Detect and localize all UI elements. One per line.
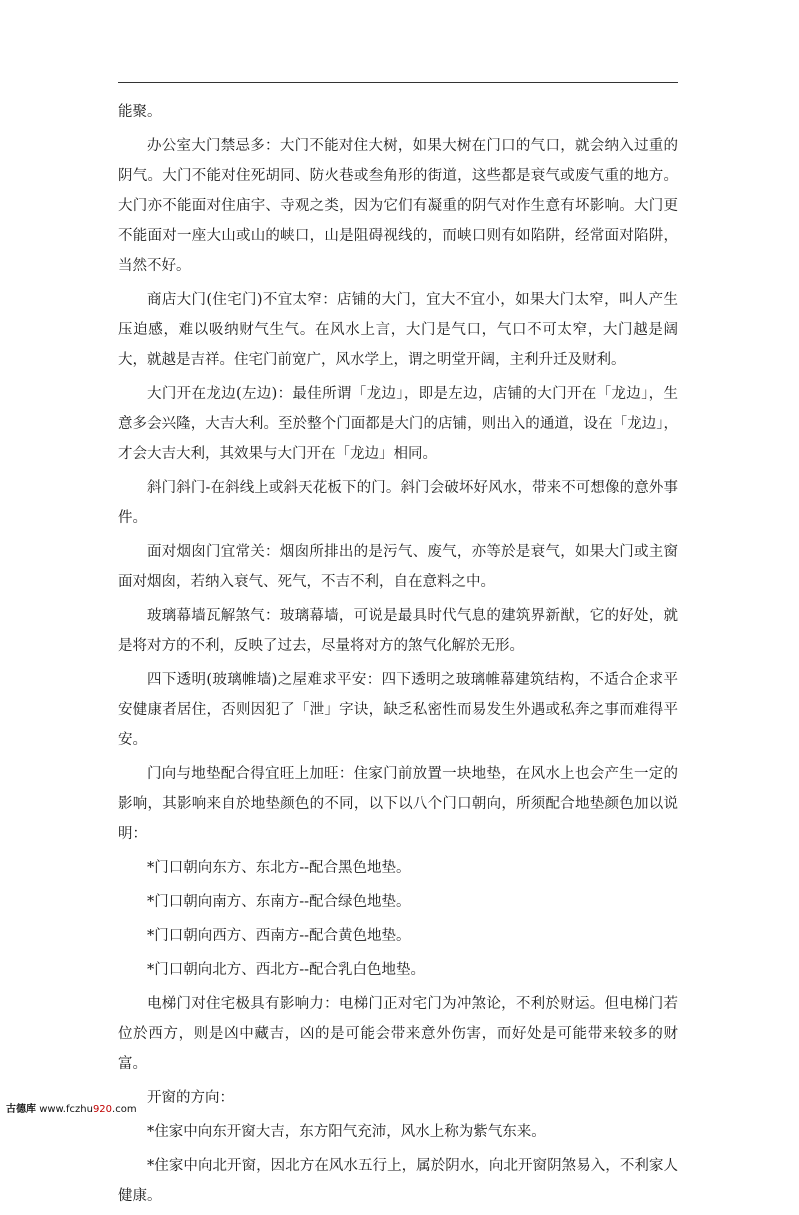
- paragraph: 电梯门对住宅极具有影响力：电梯门正对宅门为冲煞论，不利於财运。但电梯门若位於西方，则是凶中藏吉，凶的是可能会带来意外伤害，而好处是可能带来较多的财富。: [118, 996, 678, 1072]
- list-item: *门口朝向南方、东南方--配合绿色地垫。: [147, 894, 411, 910]
- footer-brand: 古德库: [6, 1104, 36, 1115]
- paragraph: 斜门斜门-在斜线上或斜天花板下的门。斜门会破坏好风水，带来不可想像的意外事件。: [118, 480, 678, 526]
- footer-url-highlight: 920: [92, 1104, 113, 1115]
- paragraph: 办公室大门禁忌多：大门不能对住大树，如果大树在门口的气口，就会纳入过重的阴气。大门不能对住死胡同、防火巷或叁角形的街道，这些都是衰气或废气重的地方。大门亦不能面对住庙宇、寺观之类，因为它们有凝重的阴气对作生意有坏影响。大门更不能面对一座大山或山的峡口，山是阻碍视线的，而峡口则有如陷阱，经常面对陷阱，当然不好。: [118, 138, 678, 274]
- list-item: *住家中向北开窗，因北方在风水五行上，属於阴水，向北开窗阴煞易入，不利家人健康。: [118, 1158, 678, 1204]
- paragraph: 门向与地垫配合得宜旺上加旺：住家门前放置一块地垫，在风水上也会产生一定的影响，其影响来自於地垫颜色的不同，以下以八个门口朝向，所须配合地垫颜色加以说明：: [118, 766, 678, 842]
- footer-url-prefix: www.fczhu: [39, 1104, 93, 1115]
- paragraph: 商店大门(住宅门)不宜太窄：店铺的大门，宜大不宜小，如果大门太窄，叫人产生压迫感，难以吸纳财气生气。在风水上言，大门是气口，气口不可太窄，大门越是阔大，就越是吉祥。住宅门前宽广，风水学上，谓之明堂开阔，主利升迁及财利。: [118, 292, 678, 368]
- list-item: *住家中向东开窗大吉，东方阳气充沛，风水上称为紫气东来。: [147, 1124, 546, 1140]
- paragraph: 能聚。: [118, 104, 162, 120]
- section-heading: 开窗的方向：: [147, 1090, 234, 1106]
- list-item: *门口朝向北方、西北方--配合乳白色地垫。: [147, 962, 426, 978]
- paragraph: 四下透明(玻璃帷墙)之屋难求平安：四下透明之玻璃帷幕建筑结构，不适合企求平安健康者居住，否则因犯了「泄」字诀，缺乏私密性而易发生外遇或私奔之事而难得平安。: [118, 672, 678, 748]
- paragraph: 玻璃幕墙瓦解煞气：玻璃幕墙，可说是最具时代气息的建筑界新猷，它的好处，就是将对方的不利，反映了过去，尽量将对方的煞气化解於无形。: [118, 608, 678, 654]
- list-item: *门口朝向东方、东北方--配合黑色地垫。: [147, 860, 411, 876]
- footer-url-suffix: .com: [112, 1104, 137, 1115]
- document-body: [118, 97, 678, 1215]
- paragraph: 大门开在龙边(左边)：最佳所谓「龙边」，即是左边，店铺的大门开在「龙边」，生意多会兴隆，大吉大利。至於整个门面都是大门的店铺，则出入的通道，设在「龙边」，才会大吉大利，其效果与大门开在「龙边」相同。: [118, 386, 678, 462]
- footer-watermark: [6, 1100, 137, 1115]
- header-rule: [118, 82, 678, 83]
- footer-url[interactable]: [39, 1104, 136, 1115]
- list-item: *门口朝向西方、西南方--配合黄色地垫。: [147, 928, 411, 944]
- paragraph: 面对烟囱门宜常关：烟囱所排出的是污气、废气，亦等於是衰气，如果大门或主窗面对烟囱，若纳入衰气、死气，不吉不利，自在意料之中。: [118, 544, 678, 590]
